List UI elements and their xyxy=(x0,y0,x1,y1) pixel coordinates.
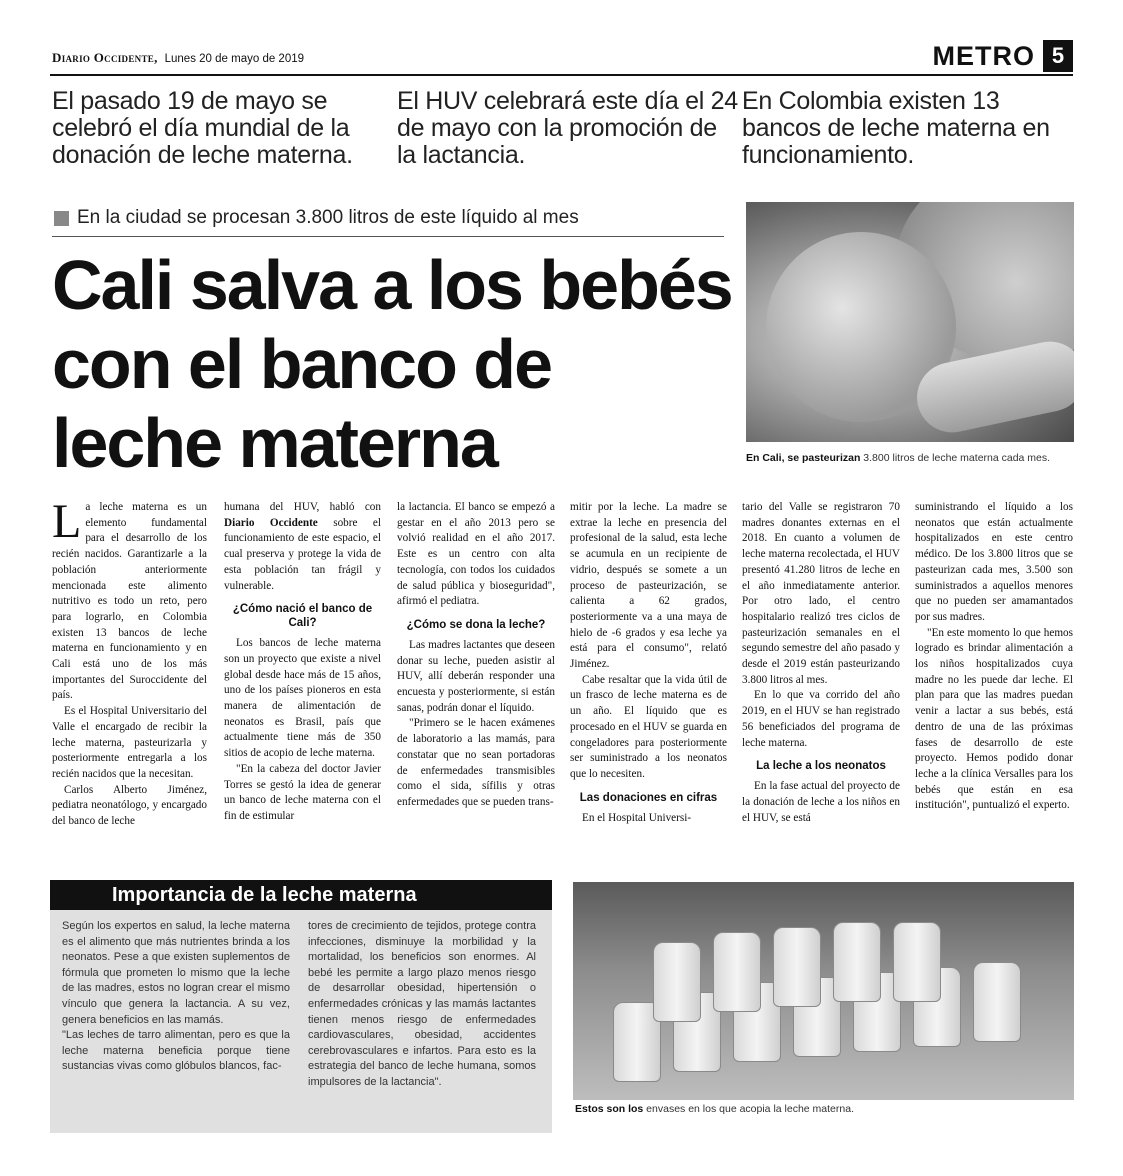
paragraph: Cabe resaltar que la vida útil de un frasco de leche materna es de un año. El líquido que es procesado en el HUV se guarda en congeladores para posteriormente ser suministrado a los neonatos que lo necesiten. xyxy=(570,673,727,780)
subheading: ¿Cómo nació el banco de Cali? xyxy=(232,603,373,630)
page-number: 5 xyxy=(1043,40,1073,72)
paragraph: tores de crecimiento de tejidos, protege contra infecciones, disminuye la morbilidad y la mortalidad, los beneficios son enormes. Al bebé les permite a largo plazo menos riesgo de desarrollar obesidad, hipertensión o enfermedades crónicas y las mamás lactantes tienen menos riesgo de enfermedades cardiovasculares, obesidad, accidentes cerebrovasculares e infartos. Para esto es la estrategia del banco de leche humana, somos impulsores de la lactancia". xyxy=(308,920,536,1088)
kicker-text: En la ciudad se procesan 3.800 litros de este líquido al mes xyxy=(77,207,579,228)
subheading: La leche a los neonatos xyxy=(756,760,886,773)
subheading: ¿Cómo se dona la leche? xyxy=(406,618,546,631)
highlight-3: En Colombia existen 13 bancos de leche materna en funcionamiento. xyxy=(742,87,1050,169)
paragraph: a leche materna es un elemento fundamental para el desarrollo de los recién nacidos. Garantizarle a la población anteriormente mencionada este alimento nutritivo es todo un reto, pero para lograrlo, en Colombia existen 13 bancos de leche materna en funcionamiento y en Cali está uno de los más importantes del Suroccidente del país. xyxy=(52,501,207,702)
caption-bottom-rest: envases en los que acopia la leche materna. xyxy=(643,1103,854,1115)
sidebar-box xyxy=(50,880,552,1133)
headline: Cali salva a los bebés con el banco de leche materna xyxy=(52,246,732,482)
paragraph: Es el Hospital Universitario del Valle el encargado de recibir la leche materna, pasteurizarla y posteriormente entregarla a los recién nacidos que la necesitan. xyxy=(52,705,207,780)
paragraph: la lactancia. El banco se empezó a gestar en el año 2013 pero se volvió realidad en el año 2017. Este es un centro con alta tecnología, con todos los cuidados de salud pública y bioseguridad", afirmó el pediatra. xyxy=(397,501,555,608)
highlights-row xyxy=(52,88,1077,169)
article-column-5 xyxy=(742,500,900,826)
issue-date: Lunes 20 de mayo de 2019 xyxy=(164,53,305,65)
milk-bottles-photo xyxy=(573,882,1074,1100)
kicker xyxy=(54,207,579,229)
highlight-2: El HUV celebrará este día el 24 de mayo con la promoción de la lactancia. xyxy=(397,87,738,169)
paragraph: En el Hospital Universi- xyxy=(582,811,692,824)
article-column-2 xyxy=(224,500,381,825)
subheading: Las donaciones en cifras xyxy=(579,791,718,804)
paragraph: tario del Valle se registraron 70 madres donantes externas en el 2018. En cuanto a volumen de leche materna recolectada, el HUV presentó 41.280 litros de leche en el año inmediatamente anterior. Por otro lado, el centro hospitalario realizó tres ciclos de pasteurización semanales en el segundo semestre del año pasado y desde el 2019 están pasteurizando 3.800 litros al mes. xyxy=(742,501,900,686)
paragraph: suministrando el líquido a los neonatos que están actualmente hospitalizados en este centro médico. De los 3.800 litros que se pasteurizan cada mes, 3.500 son suministrados a aquellos menores que no pueden ser amamantados por sus madres. xyxy=(915,501,1073,623)
article-column-1 xyxy=(52,495,207,830)
kicker-rule xyxy=(52,236,724,237)
box-column-right xyxy=(308,919,536,1091)
caption-top-rest: 3.800 litros de leche materna cada mes. xyxy=(860,452,1051,464)
paragraph: "Primero se le hacen exámenes de laboratorio a las mamás, para constatar que no sean portadoras de enfermedades transmisibles como el sida, sífilis y otras enfermedades que se pueden trans- xyxy=(397,717,555,808)
newspaper-name: Diario Occidente, xyxy=(52,50,158,65)
photo-caption-bottom xyxy=(575,1103,854,1115)
paragraph: "Las leches de tarro alimentan, pero es que la leche materna beneficia porque tiene sustancias vivas como glóbulos blancos, fac- xyxy=(62,1029,290,1073)
paragraph: Las madres lactantes que deseen donar su leche, pueden asistir al HUV, allí deberán responder una encuesta y posteriormente, si están sanas, podrán donar el líquido. xyxy=(397,638,555,714)
photo-caption-top xyxy=(746,452,1076,465)
paragraph: mitir por la leche. La madre se extrae la leche en presencia del profesional de la salud, esta leche se acumula en un recipiente de vidrio, después se somete a un proceso de pasteurización, se calienta a 62 grados, posteriormente va a una maya de hielo de -6 grados y esa leche ya está para el consumo", relató Jiménez. xyxy=(570,501,727,671)
paragraph: "En este momento lo que hemos logrado es brindar alimentación a los niños hospitalizados cuya madre no les puede dar leche. El plan para que las madres puedan venir a lactar a sus bebés, está dentro de una de las próximas fases de desarrollo de este proyecto. Hemos podido donar leche a la clínica Versalles para los bebés que están en esa institución", puntualizó el experto. xyxy=(915,626,1073,812)
header-rule xyxy=(50,74,1073,76)
caption-bottom-bold: Estos son los xyxy=(575,1103,644,1115)
paragraph: En lo que va corrido del año 2019, en el HUV se han registrado 56 beneficiados del programa de leche materna. xyxy=(742,689,900,749)
highlight-1: El pasado 19 de mayo se celebró el día mundial de la donación de leche materna. xyxy=(52,87,353,169)
newspaper-mention: Diario Occidente xyxy=(224,516,318,529)
masthead xyxy=(52,50,304,66)
caption-top-bold: En Cali, se pasteurizan xyxy=(746,452,861,464)
paragraph: "En la cabeza del doctor Javier Torres se gestó la idea de generar un banco de leche materna con el fin de estimular xyxy=(224,762,381,822)
breastfeeding-photo xyxy=(746,202,1074,442)
paragraph: Los bancos de leche materna son un proyecto que existe a nivel global desde hace más de 15 años, uno de los países pioneros en esta manera de alimentación de neonatos es Brasil, país que actualmente tiene más de 350 sitios de acopio de leche materna. xyxy=(224,637,381,760)
box-column-left xyxy=(62,919,290,1091)
section-name: METRO xyxy=(932,40,1035,71)
article-column-3 xyxy=(397,500,555,811)
square-bullet-icon xyxy=(54,211,69,226)
paragraph: En la fase actual del proyecto de la donación de leche a los niños en el HUV, se está xyxy=(742,780,900,824)
article-column-4 xyxy=(570,500,727,826)
paragraph: Según los expertos en salud, la leche materna es el alimento que más nutrientes brinda a los neonatos. Pese a que existen suplementos de fórmula que prometen lo mismo que la leche de las madres, estos no logran crear el mismo vínculo que genera la lactancia. A su vez, genera beneficios en las mamás. xyxy=(62,920,290,1026)
bottle-rack xyxy=(593,922,1033,1100)
section-header xyxy=(933,40,1074,72)
drop-cap: L xyxy=(52,495,82,548)
box-title: Importancia de la leche materna xyxy=(50,880,552,910)
paragraph: sobre el funcionamiento de este espacio, el cual preserva y protege la vida de esta población tan frágil y vulnerable. xyxy=(224,516,381,592)
article-column-6 xyxy=(915,500,1073,814)
paragraph: Carlos Alberto Jiménez, pediatra neonatólogo, y encargado del banco de leche xyxy=(52,783,207,828)
paragraph: humana del HUV, habló con xyxy=(224,501,381,513)
